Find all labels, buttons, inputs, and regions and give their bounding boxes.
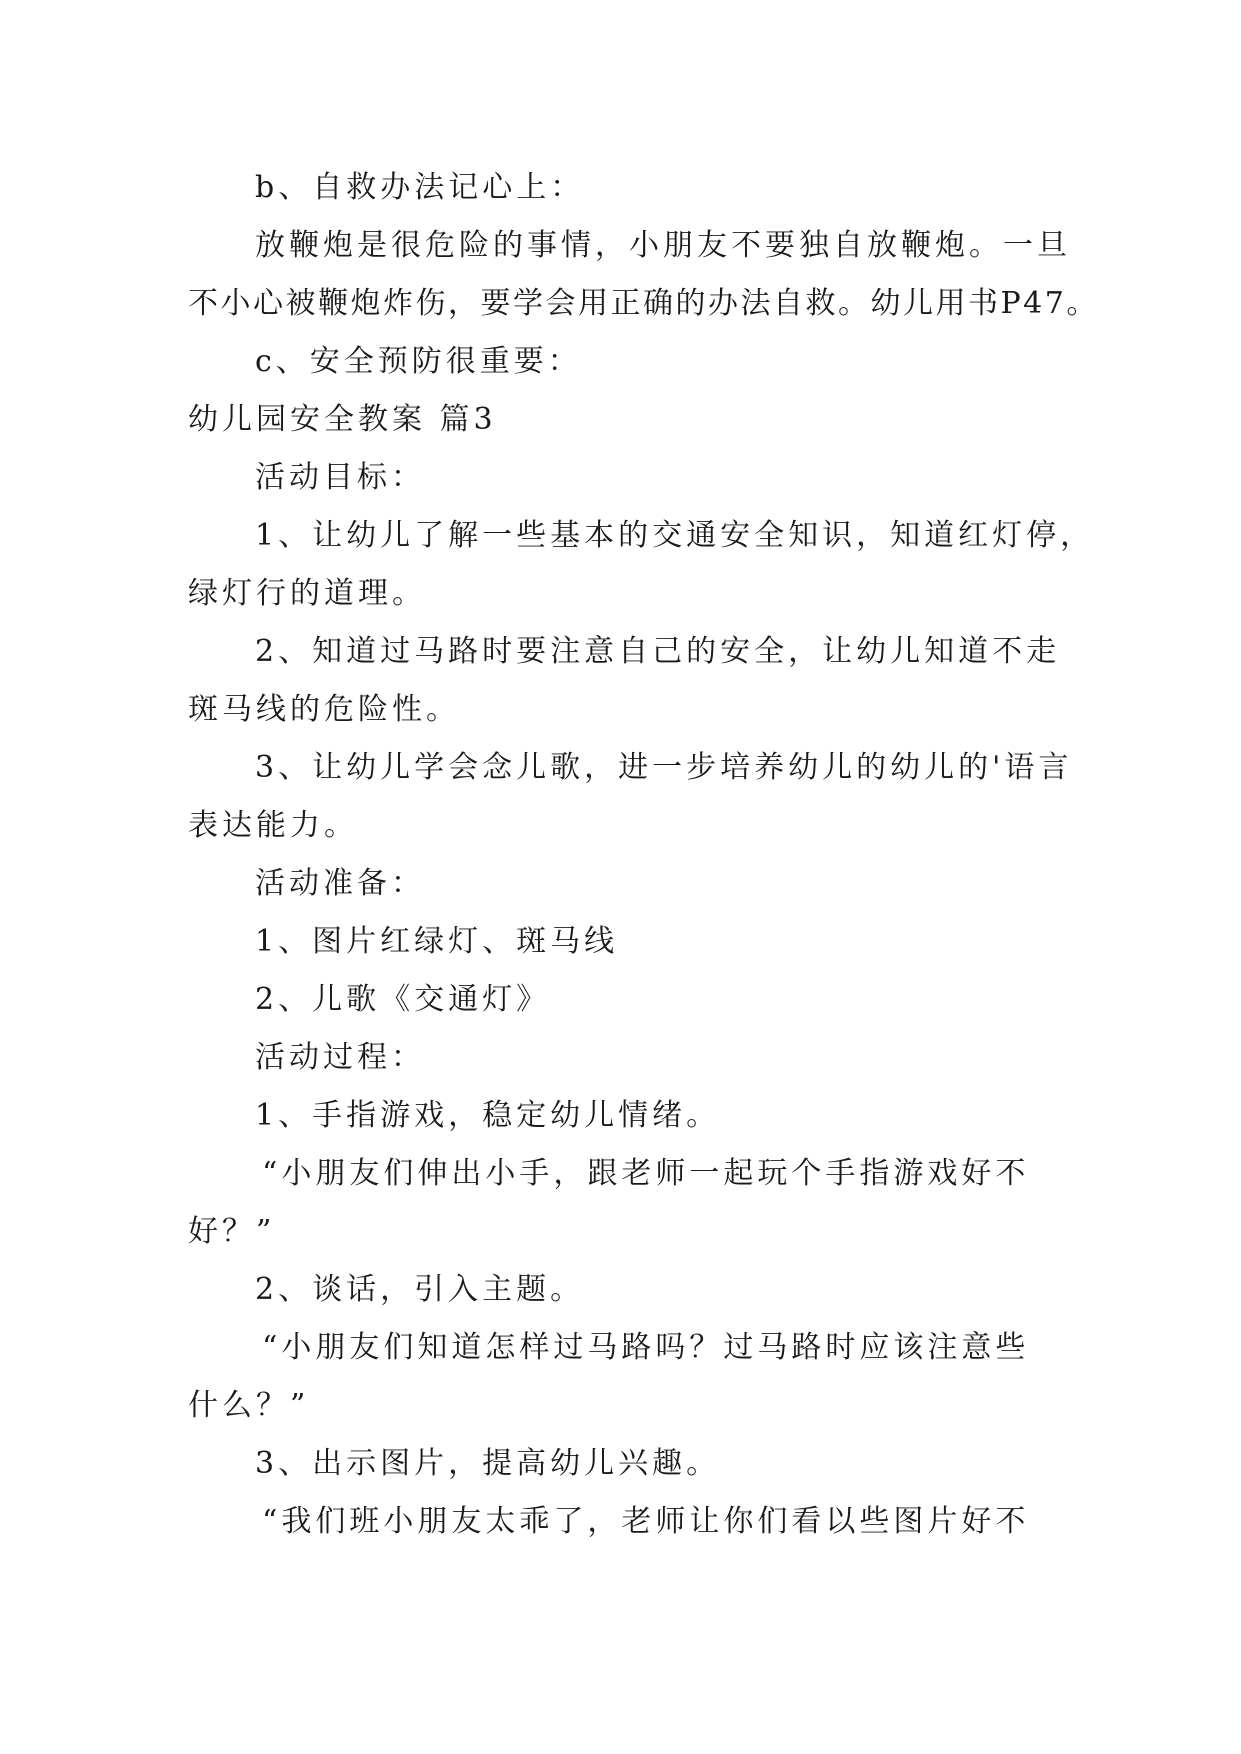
text-line: c、安全预防很重要： bbox=[255, 344, 582, 379]
text-line: 2、知道过马路时要注意自己的安全，让幼儿知道不走 bbox=[255, 634, 1061, 669]
text-line: 表达能力。 bbox=[188, 808, 358, 843]
text-line: “小朋友们伸出小手，跟老师一起玩个手指游戏好不 bbox=[262, 1156, 1030, 1191]
text-line: 3、让幼儿学会念儿歌，进一步培养幼儿的幼儿的'语言 bbox=[255, 750, 1073, 785]
text-line: b、自救办法记心上： bbox=[255, 170, 585, 205]
text-line: 活动过程： bbox=[255, 1040, 425, 1075]
text-line: 什么？” bbox=[188, 1388, 310, 1423]
text-line: “小朋友们知道怎样过马路吗？过马路时应该注意些 bbox=[262, 1330, 1030, 1365]
text-line: 2、谈话，引入主题。 bbox=[255, 1272, 585, 1307]
text-line: 斑马线的危险性。 bbox=[188, 692, 460, 727]
text-line: 不小心被鞭炮炸伤，要学会用正确的办法自救。幼儿用书P47。 bbox=[188, 286, 1099, 321]
text-line: 活动准备： bbox=[255, 866, 425, 901]
text-line: 好？” bbox=[188, 1214, 276, 1249]
section-heading: 幼儿园安全教案 篇3 bbox=[188, 402, 497, 437]
text-line: 放鞭炮是很危险的事情，小朋友不要独自放鞭炮。一旦 bbox=[255, 228, 1071, 263]
text-line: 1、手指游戏，稳定幼儿情绪。 bbox=[255, 1098, 721, 1133]
text-line: 1、让幼儿了解一些基本的交通安全知识，知道红灯停， bbox=[255, 518, 1095, 553]
text-line: 活动目标： bbox=[255, 460, 425, 495]
text-line: 3、出示图片，提高幼儿兴趣。 bbox=[255, 1446, 721, 1481]
text-line: “我们班小朋友太乖了，老师让你们看以些图片好不 bbox=[262, 1504, 1030, 1539]
text-line: 2、儿歌《交通灯》 bbox=[255, 982, 551, 1017]
text-line: 绿灯行的道理。 bbox=[188, 576, 426, 611]
text-line: 1、图片红绿灯、斑马线 bbox=[255, 924, 619, 959]
